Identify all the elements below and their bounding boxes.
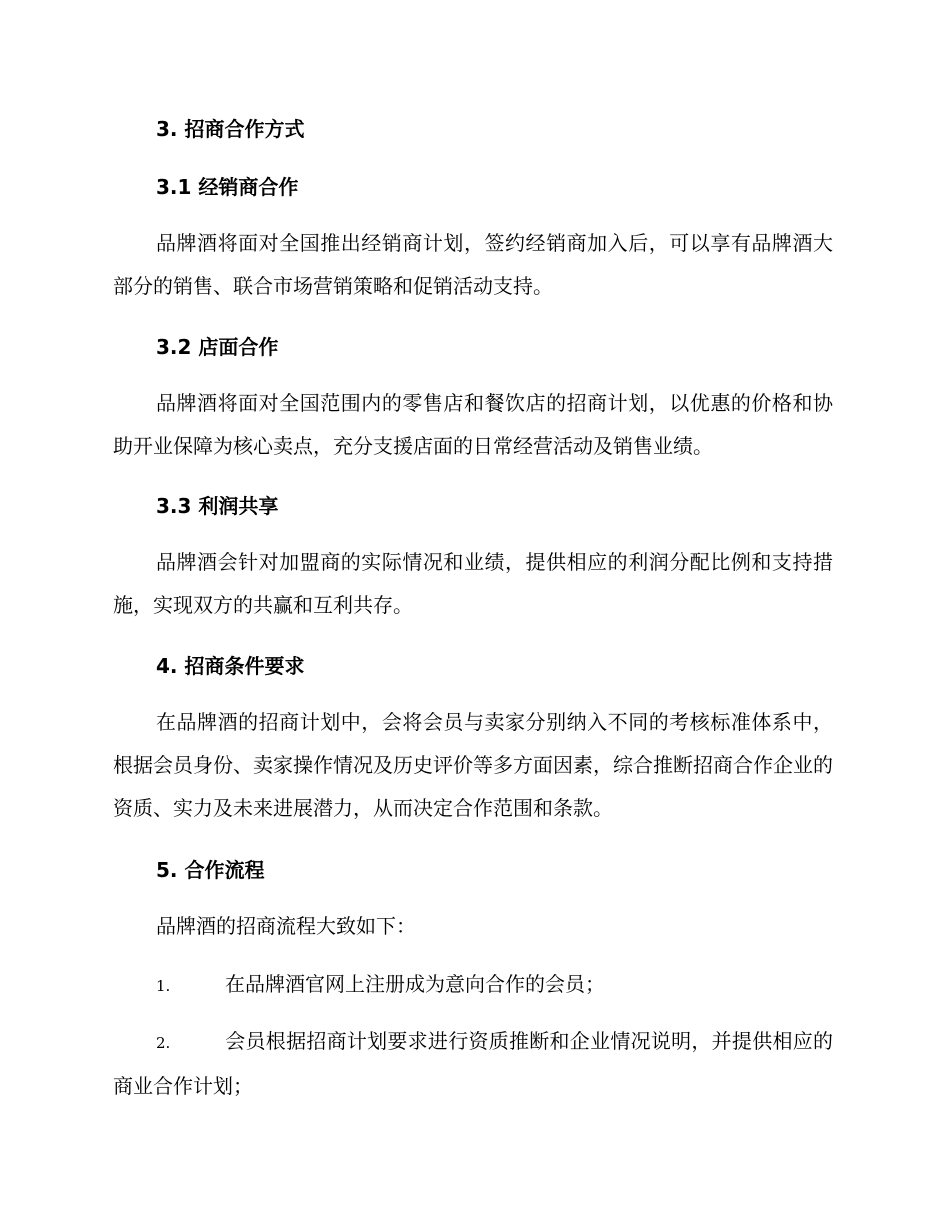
section-3-3-heading: 3.3 利润共享 xyxy=(156,494,279,518)
section-5-heading: 5. 合作流程 xyxy=(156,858,265,882)
list-item-text: 在品牌酒官网上注册成为意向合作的会员； xyxy=(225,972,605,996)
list-item-number: 1. xyxy=(156,977,171,995)
section-5-intro: 品牌酒的招商流程大致如下： xyxy=(156,914,416,938)
section-3-1-paragraph: 品牌酒将面对全国推出经销商计划，签约经销商加入后，可以享有品牌酒大部分的销售、联合市场营销策略和促销活动支持。 xyxy=(113,231,833,298)
list-item xyxy=(113,1020,833,1108)
section-3-3-paragraph: 品牌酒会针对加盟商的实际情况和业绩，提供相应的利润分配比例和支持措施，实现双方的共赢和互利共存。 xyxy=(113,550,833,617)
section-4-paragraph: 在品牌酒的招商计划中，会将会员与卖家分别纳入不同的考核标准体系中，根据会员身份、卖家操作情况及历史评价等多方面因素，综合推断招商合作企业的资质、实力及未来进展潜力，从而决定合作范围和条款。 xyxy=(113,710,833,820)
section-3-heading: 3. 招商合作方式 xyxy=(156,117,305,141)
list-item-number: 2. xyxy=(156,1034,171,1052)
section-3-1-heading: 3.1 经销商合作 xyxy=(156,175,299,199)
section-3-2-heading: 3.2 店面合作 xyxy=(156,335,279,359)
list-item-text: 会员根据招商计划要求进行资质推断和企业情况说明，并提供相应的商业合作计划； xyxy=(113,1029,833,1098)
list-item xyxy=(113,963,833,1008)
section-4-heading: 4. 招商条件要求 xyxy=(156,654,305,678)
section-3-2-paragraph: 品牌酒将面对全国范围内的零售店和餐饮店的招商计划，以优惠的价格和协助开业保障为核心卖点，充分支援店面的日常经营活动及销售业绩。 xyxy=(113,391,833,458)
